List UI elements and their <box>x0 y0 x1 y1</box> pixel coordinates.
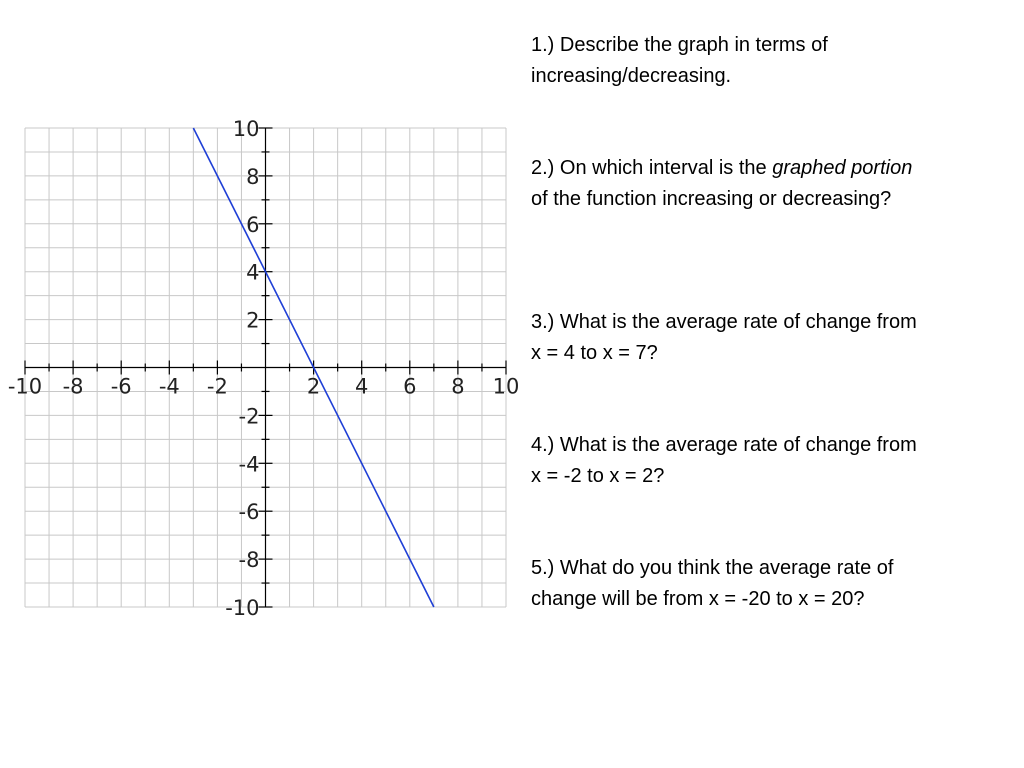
y-tick-label: -2 <box>238 404 260 429</box>
question-5 <box>531 553 921 615</box>
y-tick-label: 10 <box>232 117 260 141</box>
question-2-text-start: 2.) On which interval is the <box>531 157 773 179</box>
x-tick-label: 6 <box>403 374 417 399</box>
question-5-text: 5.) What do you think the average rate of change will be from x = -20 to x = 20? <box>531 557 894 610</box>
question-2-text-end: of the function increasing or decreasing? <box>531 188 892 210</box>
question-2 <box>531 153 921 215</box>
x-tick-label: -4 <box>158 374 180 399</box>
tick-labels <box>8 117 520 620</box>
question-4-text: 4.) What is the average rate of change from x = -2 to x = 2? <box>531 434 917 487</box>
x-tick-label: -2 <box>206 374 228 399</box>
x-tick-label: 8 <box>451 374 465 399</box>
y-tick-label: -4 <box>238 452 260 477</box>
question-1 <box>531 30 921 92</box>
x-tick-label: 10 <box>492 374 520 399</box>
x-tick-label: -8 <box>62 374 84 399</box>
y-tick-label: -8 <box>238 548 260 573</box>
y-tick-label: -10 <box>225 596 260 620</box>
question-2-emphasis: graphed portion <box>772 157 913 179</box>
x-tick-label: -10 <box>7 374 43 399</box>
y-tick-label: -6 <box>238 500 260 525</box>
y-tick-label: 6 <box>246 212 260 237</box>
coordinate-graph <box>0 110 520 620</box>
y-tick-label: 2 <box>246 308 260 333</box>
y-tick-label: 4 <box>246 260 260 285</box>
y-tick-label: 8 <box>246 164 260 189</box>
question-3 <box>531 307 921 369</box>
question-3-text: 3.) What is the average rate of change from x = 4 to x = 7? <box>531 311 917 364</box>
question-1-text: 1.) Describe the graph in terms of increasing/decreasing. <box>531 34 828 87</box>
x-tick-label: 2 <box>306 374 321 399</box>
x-tick-label: 4 <box>355 374 369 399</box>
x-tick-label: -6 <box>110 374 132 399</box>
question-4 <box>531 430 921 492</box>
